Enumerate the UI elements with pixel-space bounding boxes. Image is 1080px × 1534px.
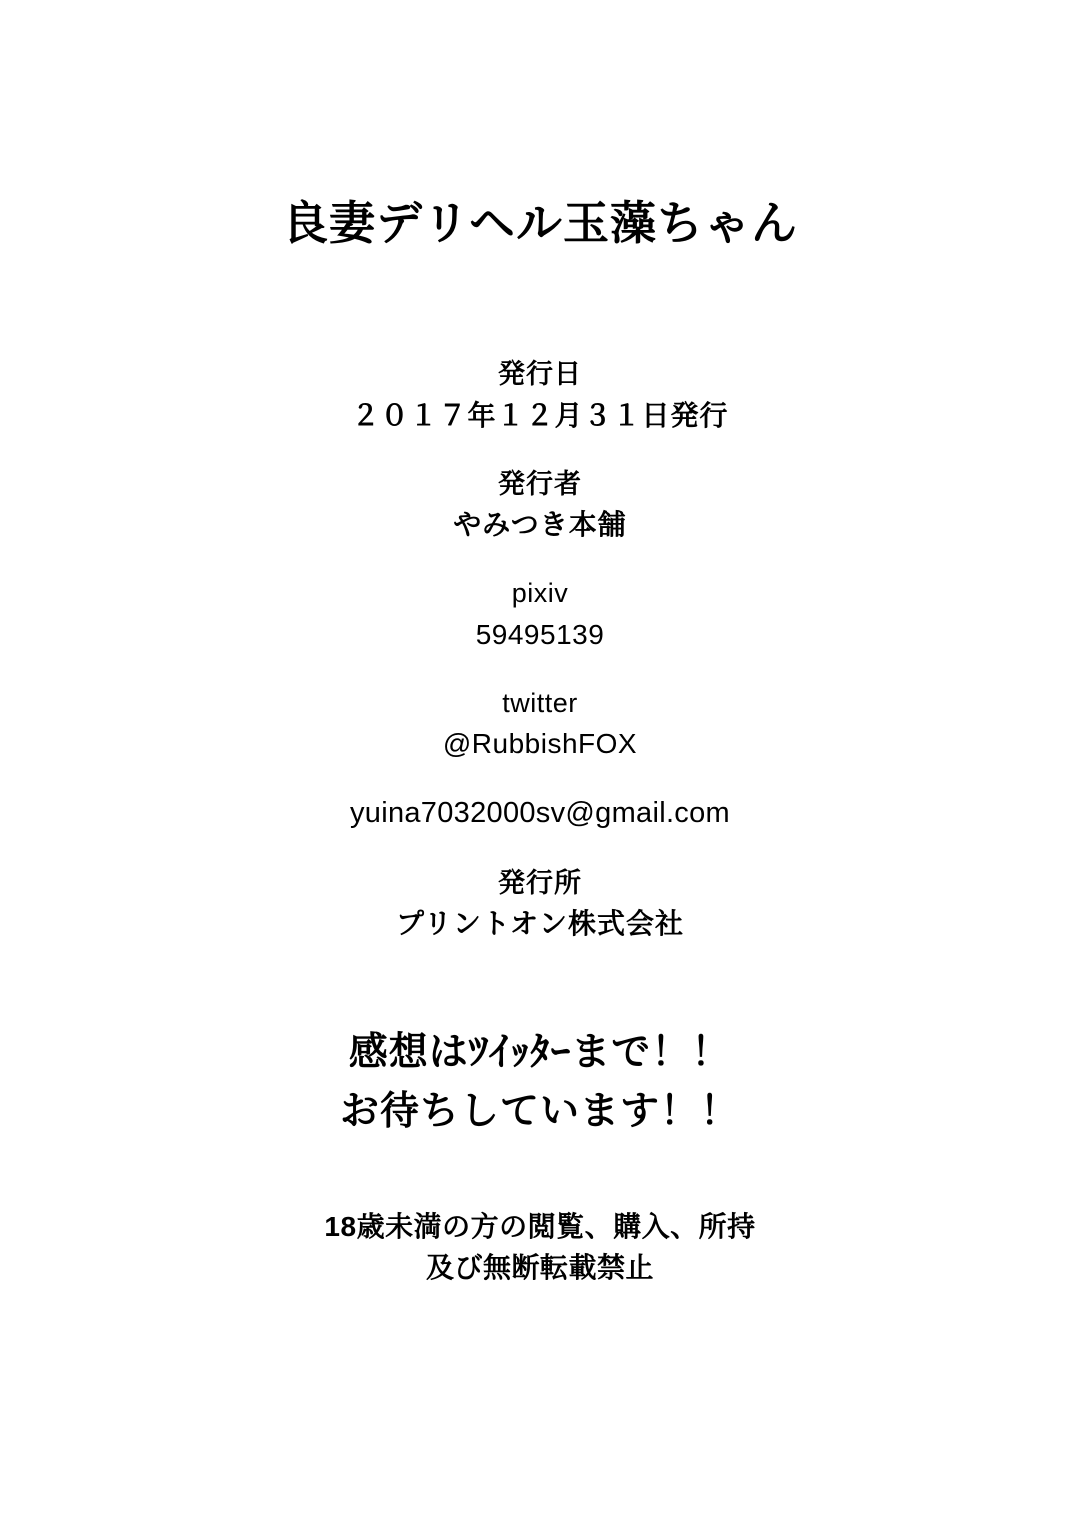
colophon-value: やみつき本舗 [453, 509, 627, 541]
colophon-entry-twitter [443, 683, 637, 766]
feedback-message [340, 1024, 740, 1141]
colophon-entry-printer [396, 863, 684, 946]
colophon-value: 59495139 [475, 618, 605, 650]
colophon-value: プリントオン株式会社 [395, 908, 685, 940]
age-restriction-notice [324, 1207, 755, 1288]
colophon-entry-publisher [453, 464, 626, 547]
colophon-label: 発行者 [497, 468, 582, 499]
colophon-entry-pixiv [476, 573, 605, 656]
colophon-value: yuina7032000sv@gmail.com [349, 797, 730, 830]
feedback-message-line2: お待ちしています！！ [339, 1089, 740, 1133]
colophon-list [350, 354, 730, 972]
colophon-value: ２０１７年１２月３１日発行 [351, 399, 729, 431]
feedback-message-line1: 感想はﾂｲｯﾀｰまで！！ [348, 1031, 732, 1075]
colophon-label: pixiv [511, 578, 569, 609]
colophon-value: @RubbishFOX [442, 728, 638, 760]
colophon-entry-publish-date [351, 354, 728, 437]
colophon-label: twitter [502, 687, 578, 718]
colophon-label: 発行日 [497, 359, 582, 390]
colophon-entry-email [350, 792, 730, 836]
colophon-label: 発行所 [497, 867, 582, 898]
age-restriction-notice-line1: 18歳未満の方の閲覧、購入、所持 [324, 1211, 756, 1243]
age-restriction-notice-line2: 及び無断転載禁止 [425, 1251, 654, 1283]
page-title: 良妻デリヘル玉藻ちゃん [281, 197, 799, 249]
